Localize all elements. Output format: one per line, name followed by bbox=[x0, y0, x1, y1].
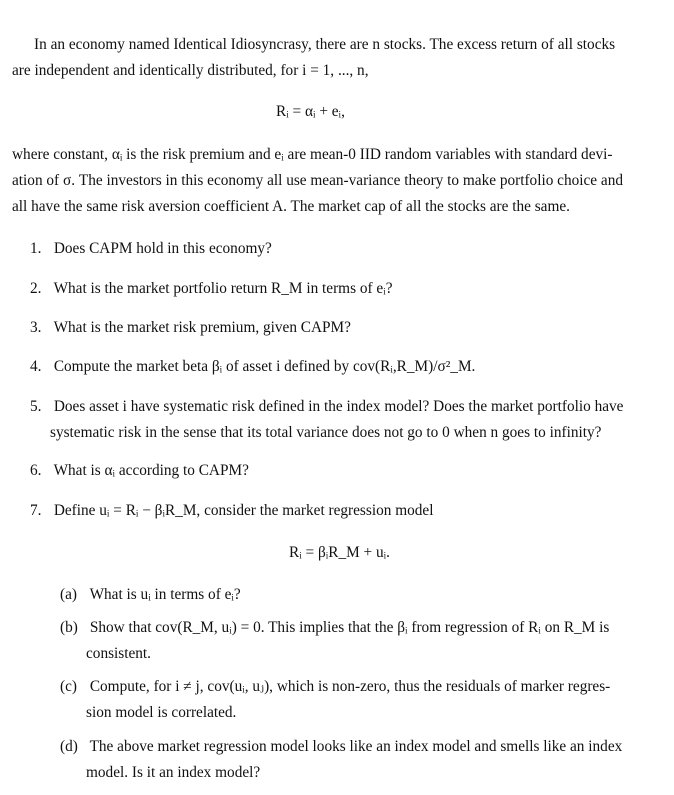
question-number: 7. bbox=[30, 502, 42, 519]
subquestion-c-continued: sion model is correlated. bbox=[86, 704, 237, 721]
para2-line-3: all have the same risk aversion coefficient A. The market cap of all the stocks are the same. bbox=[12, 198, 570, 215]
subquestion-a bbox=[60, 585, 241, 605]
question-7 bbox=[30, 501, 433, 521]
subquestion-text: Show that cov(R_M, uᵢ) = 0. This implies that the βᵢ from regression of Rᵢ on R_M is bbox=[89, 619, 610, 636]
question-6 bbox=[30, 461, 249, 481]
intro-line-2: are independent and identically distributed, for i = 1, ..., n, bbox=[12, 62, 369, 79]
subquestion-text: Compute, for i ≠ j, cov(uᵢ, uⱼ), which is non-zero, thus the residuals of marker regres- bbox=[89, 678, 611, 695]
subquestion-label: (a) bbox=[60, 586, 77, 603]
question-number: 2. bbox=[30, 280, 42, 297]
subquestion-d-continued: model. Is it an index model? bbox=[86, 764, 261, 781]
para2-line-2: ation of σ. The investors in this economy all use mean-variance theory to make portfolio choice and bbox=[12, 172, 624, 189]
question-5-continued: systematic risk in the sense that its total variance does not go to 0 when n goes to infinity? bbox=[50, 424, 602, 441]
subquestion-label: (b) bbox=[60, 619, 78, 636]
subquestion-c bbox=[60, 677, 610, 697]
question-number: 3. bbox=[30, 319, 42, 336]
subquestion-b bbox=[60, 618, 609, 638]
question-number: 6. bbox=[30, 462, 42, 479]
subquestion-label: (c) bbox=[60, 678, 77, 695]
subquestion-d bbox=[60, 737, 622, 757]
question-5 bbox=[30, 397, 623, 417]
question-text: What is the market portfolio return R_M in terms of eᵢ? bbox=[53, 280, 393, 297]
subquestion-label: (d) bbox=[60, 738, 78, 755]
question-number: 1. bbox=[30, 240, 42, 257]
intro-line-1: In an economy named Identical Idiosyncrasy, there are n stocks. The excess return of all stocks bbox=[34, 36, 616, 53]
question-number: 4. bbox=[30, 358, 42, 375]
equation-market-regression: Rᵢ = βᵢR_M + uᵢ. bbox=[289, 544, 390, 561]
subquestion-text: What is uᵢ in terms of eᵢ? bbox=[89, 586, 241, 603]
question-number: 5. bbox=[30, 398, 42, 415]
question-4 bbox=[30, 357, 475, 377]
question-2 bbox=[30, 279, 393, 299]
question-text: Compute the market beta βᵢ of asset i defined by cov(Rᵢ,R_M)/σ²_M. bbox=[53, 358, 476, 375]
subquestion-b-continued: consistent. bbox=[86, 645, 152, 662]
question-3 bbox=[30, 318, 351, 338]
para2-line-1: where constant, αᵢ is the risk premium and eᵢ are mean-0 IID random variables with standard devi- bbox=[12, 146, 613, 163]
question-text: Define uᵢ = Rᵢ − βᵢR_M, consider the market regression model bbox=[53, 502, 434, 519]
question-text: What is αᵢ according to CAPM? bbox=[53, 462, 249, 479]
question-text: Does CAPM hold in this economy? bbox=[53, 240, 272, 257]
question-text: Does asset i have systematic risk defined in the index model? Does the market portfolio have bbox=[53, 398, 624, 415]
question-1 bbox=[30, 239, 272, 259]
question-text: What is the market risk premium, given CAPM? bbox=[53, 319, 351, 336]
subquestion-text: The above market regression model looks like an index model and smells like an index bbox=[89, 738, 623, 755]
equation-returns: Rᵢ = αᵢ + eᵢ, bbox=[276, 103, 345, 120]
